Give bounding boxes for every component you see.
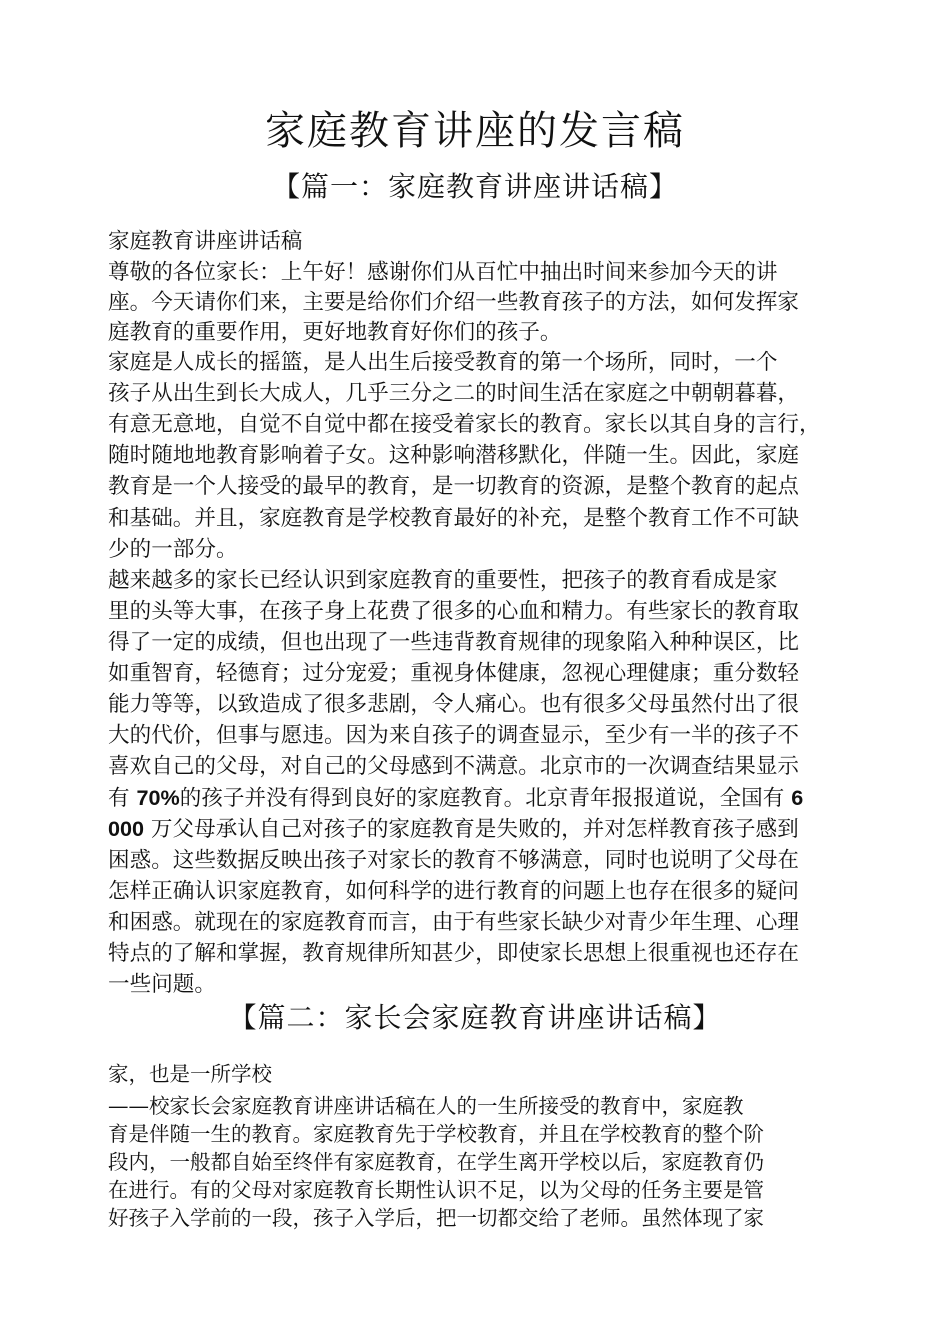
paragraph-line: 尊敬的各位家长：上午好！感谢你们从百忙中抽出时间来参加今天的讲 (108, 260, 778, 285)
paragraph-line: 一些问题。 (108, 972, 216, 997)
percentage-value: 70% (136, 785, 180, 810)
paragraph-line: 庭教育的重要作用，更好地教育好你们的孩子。 (108, 320, 562, 345)
paragraph-line: 在进行。有的父母对家庭教育长期性认识不足，以为父母的任务主要是管 (108, 1178, 764, 1202)
paragraph-line: 特点的了解和掌握，教育规律所知甚少，即使家长思想上很重视也还存在 (108, 941, 800, 966)
section-one-heading: 【篇一：家庭教育讲座讲话稿】 (271, 170, 678, 203)
paragraph-line-statistic (108, 782, 803, 814)
number-value: 000 (108, 816, 145, 841)
paragraph-line: 越来越多的家长已经认识到家庭教育的重要性，把孩子的教育看成是家 (108, 568, 778, 593)
paragraph-line: 段内，一般都自始至终伴有家庭教育，在学生离开学校以后，家庭教育仍 (108, 1150, 764, 1174)
paragraph-line: 家，也是一所学校 (108, 1062, 272, 1086)
paragraph-line: ——校家长会家庭教育讲座讲话稿在人的一生所接受的教育中，家庭教 (108, 1094, 744, 1118)
line-text: 的孩子并没有得到良好的家庭教育。北京青年报报道说，全国有 (179, 786, 792, 811)
paragraph-line: 家庭是人成长的摇篮，是人出生后接受教育的第一个场所，同时，一个 (108, 350, 778, 375)
paragraph-line: 教育是一个人接受的最早的教育，是一切教育的资源，是整个教育的起点 (108, 474, 800, 499)
paragraph-line: 和基础。并且，家庭教育是学校教育最好的补充，是整个教育工作不可缺 (108, 506, 800, 531)
paragraph-line: 里的头等大事，在孩子身上花费了很多的心血和精力。有些家长的教育取 (108, 599, 800, 624)
paragraph-line: 喜欢自己的父母，对自己的父母感到不满意。北京市的一次调查结果显示 (108, 754, 800, 779)
line-text: 有 (108, 786, 137, 811)
paragraph-line: 大的代价，但事与愿违。因为来自孩子的调查显示，至少有一半的孩子不 (108, 723, 800, 748)
document-title: 家庭教育讲座的发言稿 (265, 108, 685, 154)
paragraph-line: 少的一部分。 (108, 537, 238, 562)
paragraph-line: 和困惑。就现在的家庭教育而言，由于有些家长缺少对青少年生理、心理 (108, 910, 800, 935)
paragraph-line: 家庭教育讲座讲话稿 (108, 229, 303, 254)
section-two-heading: 【篇二：家长会家庭教育讲座讲话稿】 (228, 1001, 722, 1034)
paragraph-line: 困惑。这些数据反映出孩子对家长的教育不够满意，同时也说明了父母在 (108, 848, 800, 873)
paragraph-line: 随时随地地教育影响着子女。这种影响潜移默化，伴随一生。因此，家庭 (108, 443, 800, 468)
paragraph-line-statistic (108, 813, 799, 845)
paragraph-line: 如重智育，轻德育；过分宠爱；重视身体健康，忽视心理健康；重分数轻 (108, 661, 800, 686)
paragraph-line: 座。今天请你们来，主要是给你们介绍一些教育孩子的方法，如何发挥家 (108, 290, 800, 315)
paragraph-line: 有意无意地，自觉不自觉中都在接受着家长的教育。家长以其自身的言行， (108, 412, 821, 437)
paragraph-line: 好孩子入学前的一段，孩子入学后，把一切都交给了老师。虽然体现了家 (108, 1206, 764, 1230)
paragraph-line: 孩子从出生到长大成人，几乎三分之二的时间生活在家庭之中朝朝暮暮， (108, 381, 800, 406)
number-value: 6 (791, 785, 804, 810)
paragraph-line: 能力等等，以致造成了很多悲剧，令人痛心。也有很多父母虽然付出了很 (108, 692, 800, 717)
paragraph-line: 育是伴随一生的教育。家庭教育先于学校教育，并且在学校教育的整个阶 (108, 1122, 764, 1146)
paragraph-line: 怎样正确认识家庭教育，如何科学的进行教育的问题上也存在很多的疑问 (108, 879, 800, 904)
paragraph-line: 得了一定的成绩，但也出现了一些违背教育规律的现象陷入种种误区，比 (108, 630, 800, 655)
line-text: 万父母承认自己对孩子的家庭教育是失败的，并对怎样教育孩子感到 (144, 817, 799, 842)
